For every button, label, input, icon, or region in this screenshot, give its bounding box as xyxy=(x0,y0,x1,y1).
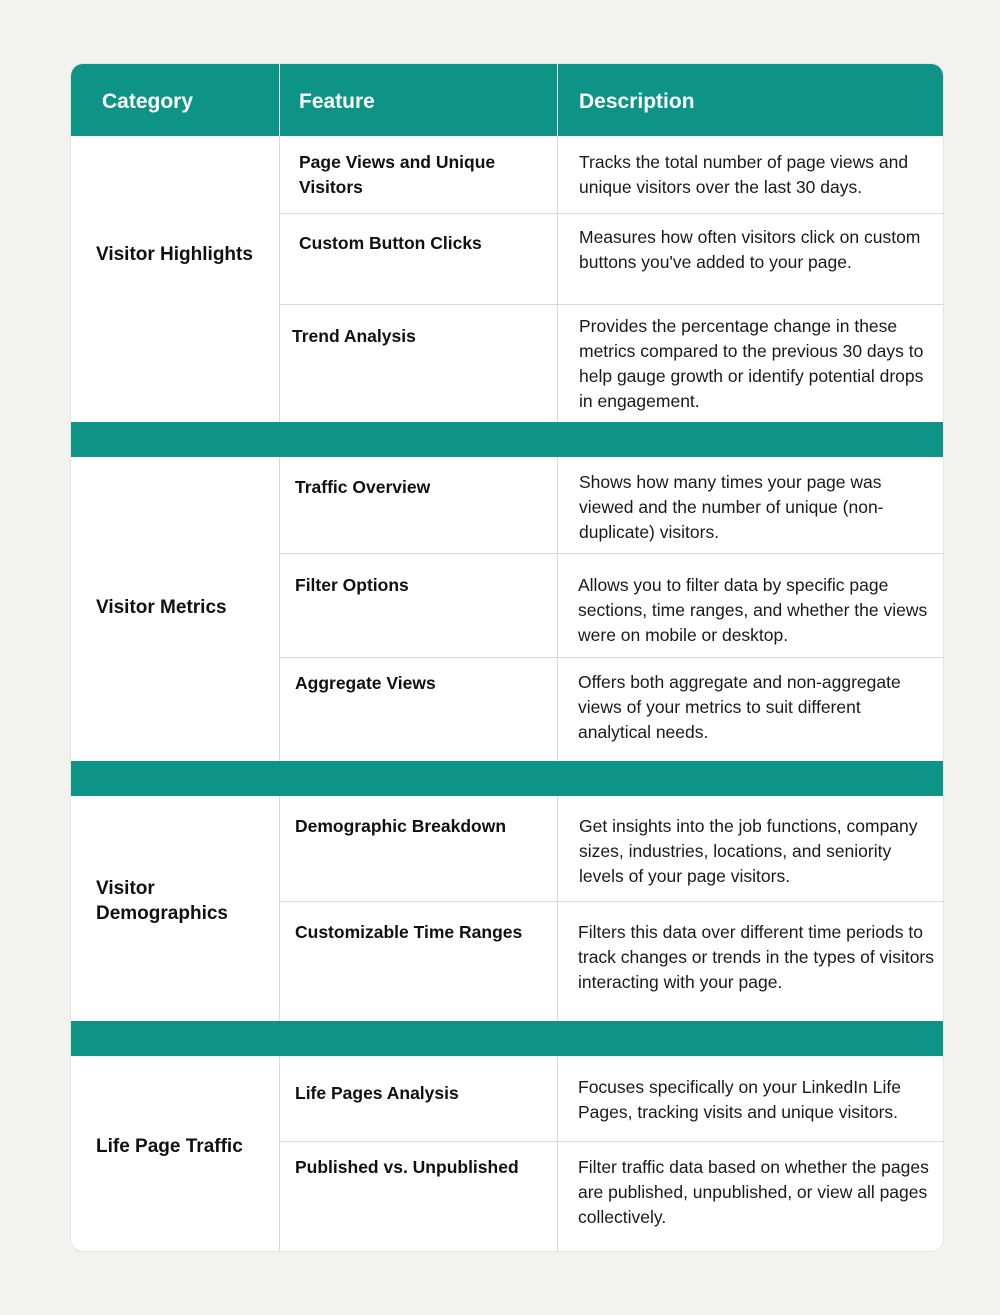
row-divider xyxy=(279,657,943,658)
description-text: Shows how many times your page was viewed and the number of unique (non-duplicate) visitors. xyxy=(579,472,884,542)
category-label: Visitor Highlights xyxy=(96,244,253,265)
column-divider xyxy=(279,457,280,761)
row-divider xyxy=(279,304,943,305)
feature-label: Demographic Breakdown xyxy=(295,816,507,836)
row-divider xyxy=(279,553,943,554)
column-divider xyxy=(279,796,280,1021)
feature-label: Aggregate Views xyxy=(295,673,436,693)
column-divider xyxy=(557,796,558,1021)
description-text: Provides the percentage change in these metrics compared to the previous 30 days to help gauge growth or identify potential drops in engagement. xyxy=(579,316,924,411)
description-text: Allows you to filter data by specific page sections, time ranges, and whether the views were on mobile or desktop. xyxy=(578,575,928,645)
column-divider xyxy=(557,457,558,761)
column-divider xyxy=(279,136,280,422)
category-label: Visitor Demographics xyxy=(96,878,228,924)
section-visitor-demographics xyxy=(71,796,943,1021)
feature-label: Traffic Overview xyxy=(295,477,431,497)
description-text: Measures how often visitors click on custom buttons you've added to your page. xyxy=(579,227,921,272)
feature-label: Custom Button Clicks xyxy=(299,233,482,253)
section-visitor-metrics xyxy=(71,457,943,761)
feature-label: Life Pages Analysis xyxy=(295,1083,459,1103)
feature-label: Page Views and Unique Visitors xyxy=(299,152,496,197)
feature-label: Filter Options xyxy=(295,575,409,595)
header-description: Description xyxy=(579,90,695,113)
description-text: Focuses specifically on your LinkedIn Life Pages, tracking visits and unique visitors. xyxy=(578,1077,901,1122)
section-life-page-traffic xyxy=(71,1056,943,1251)
description-text: Filter traffic data based on whether the pages are published, unpublished, or view all pages collectively. xyxy=(578,1157,929,1227)
column-divider xyxy=(557,1056,558,1251)
column-divider xyxy=(557,136,558,422)
row-divider xyxy=(279,901,943,902)
feature-label: Trend Analysis xyxy=(292,326,416,346)
feature-label: Customizable Time Ranges xyxy=(295,922,523,942)
section-visitor-highlights xyxy=(71,136,943,422)
category-label: Life Page Traffic xyxy=(96,1136,243,1157)
features-table xyxy=(71,64,943,1251)
row-divider xyxy=(279,1141,943,1142)
category-label: Visitor Metrics xyxy=(96,597,227,618)
header-divider xyxy=(279,64,280,136)
description-text: Tracks the total number of page views and unique visitors over the last 30 days. xyxy=(579,152,909,197)
header-category: Category xyxy=(102,90,194,113)
header-divider xyxy=(557,64,558,136)
column-divider xyxy=(279,1056,280,1251)
description-text: Filters this data over different time periods to track changes or trends in the types of visitors interacting with your page. xyxy=(578,922,934,992)
section-separator xyxy=(71,1021,943,1056)
header-feature: Feature xyxy=(299,90,375,113)
feature-label: Published vs. Unpublished xyxy=(295,1157,519,1177)
description-text: Offers both aggregate and non-aggregate views of your metrics to suit different analytical needs. xyxy=(578,672,901,742)
section-separator xyxy=(71,422,943,457)
row-divider xyxy=(279,213,943,214)
description-text: Get insights into the job functions, company sizes, industries, locations, and seniority levels of your page visitors. xyxy=(579,816,918,886)
section-separator xyxy=(71,761,943,796)
table-header xyxy=(71,64,943,136)
